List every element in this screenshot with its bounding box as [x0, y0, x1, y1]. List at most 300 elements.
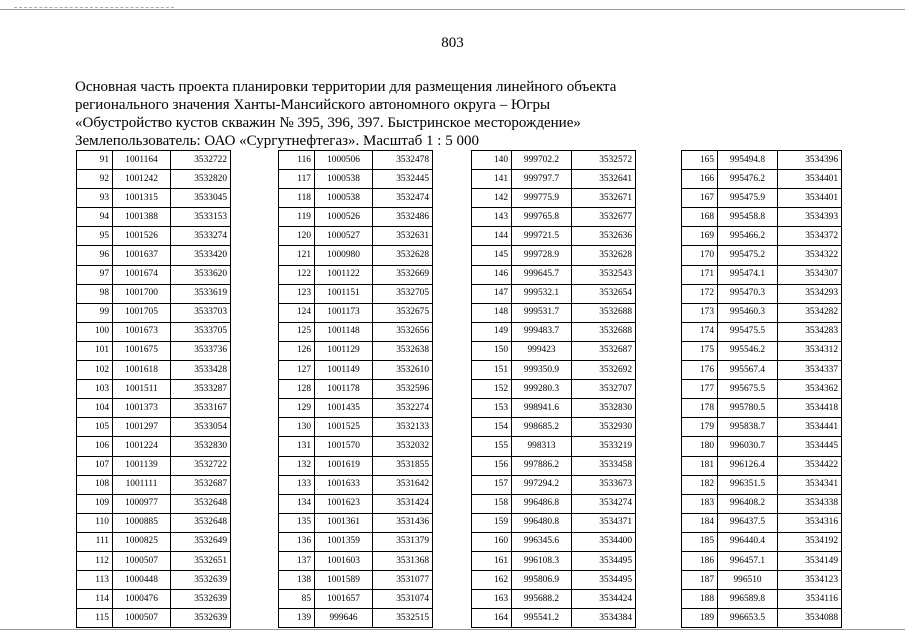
y-coordinate-cell: 3533705: [171, 322, 231, 341]
y-coordinate-cell: 3532830: [572, 399, 636, 418]
x-coordinate-cell: 996408.2: [718, 494, 778, 513]
table-row: [279, 361, 433, 380]
point-number-cell: 95: [77, 227, 113, 246]
y-coordinate-cell: 3534307: [778, 265, 842, 284]
table-row: [279, 265, 433, 284]
point-number-cell: 116: [279, 151, 315, 170]
y-coordinate-cell: 3532474: [373, 189, 433, 208]
table-row: [682, 399, 842, 418]
y-coordinate-cell: 3533619: [171, 284, 231, 303]
point-number-cell: 102: [77, 361, 113, 380]
table-row: [682, 513, 842, 532]
y-coordinate-cell: 3533045: [171, 189, 231, 208]
point-number-cell: 159: [472, 513, 512, 532]
table-row: [472, 609, 636, 628]
x-coordinate-cell: 1000538: [315, 170, 373, 189]
y-coordinate-cell: 3532628: [373, 246, 433, 265]
y-coordinate-cell: 3533054: [171, 418, 231, 437]
y-coordinate-cell: 3534338: [778, 494, 842, 513]
x-coordinate-cell: 995458.8: [718, 208, 778, 227]
point-number-cell: 145: [472, 246, 512, 265]
y-coordinate-cell: 3532669: [373, 265, 433, 284]
y-coordinate-cell: 3532930: [572, 418, 636, 437]
point-number-cell: 184: [682, 513, 718, 532]
point-number-cell: 93: [77, 189, 113, 208]
y-coordinate-cell: 3534316: [778, 513, 842, 532]
y-coordinate-cell: 3532486: [373, 208, 433, 227]
x-coordinate-cell: 999797.7: [512, 170, 572, 189]
y-coordinate-cell: 3532631: [373, 227, 433, 246]
point-number-cell: 120: [279, 227, 315, 246]
x-coordinate-cell: 1001570: [315, 437, 373, 456]
x-coordinate-cell: 1001618: [113, 361, 171, 380]
table-row: [472, 551, 636, 570]
table-row: [77, 265, 231, 284]
table-row: [77, 227, 231, 246]
x-coordinate-cell: 1001373: [113, 399, 171, 418]
x-coordinate-cell: 995470.3: [718, 284, 778, 303]
coordinate-table-3: [471, 150, 636, 628]
table-row: [279, 418, 433, 437]
x-coordinate-cell: 1001359: [315, 532, 373, 551]
point-number-cell: 121: [279, 246, 315, 265]
point-number-cell: 153: [472, 399, 512, 418]
point-number-cell: 96: [77, 246, 113, 265]
y-coordinate-cell: 3532671: [572, 189, 636, 208]
point-number-cell: 146: [472, 265, 512, 284]
y-coordinate-cell: 3532610: [373, 361, 433, 380]
table-row: [682, 571, 842, 590]
table-row: [279, 170, 433, 189]
table-row: [77, 418, 231, 437]
y-coordinate-cell: 3532638: [373, 341, 433, 360]
x-coordinate-cell: 1000507: [113, 551, 171, 570]
y-coordinate-cell: 3532639: [171, 609, 231, 628]
y-coordinate-cell: 3532596: [373, 380, 433, 399]
point-number-cell: 91: [77, 151, 113, 170]
y-coordinate-cell: 3532688: [572, 303, 636, 322]
point-number-cell: 101: [77, 341, 113, 360]
point-number-cell: 134: [279, 494, 315, 513]
x-coordinate-cell: 995475.5: [718, 322, 778, 341]
x-coordinate-cell: 995806.9: [512, 571, 572, 590]
table-row: [77, 571, 231, 590]
y-coordinate-cell: 3532641: [572, 170, 636, 189]
x-coordinate-cell: 1001178: [315, 380, 373, 399]
y-coordinate-cell: 3534123: [778, 571, 842, 590]
point-number-cell: 164: [472, 609, 512, 628]
table-row: [77, 494, 231, 513]
y-coordinate-cell: 3532636: [572, 227, 636, 246]
point-number-cell: 162: [472, 571, 512, 590]
x-coordinate-cell: 995474.1: [718, 265, 778, 284]
table-row: [77, 303, 231, 322]
point-number-cell: 183: [682, 494, 718, 513]
point-number-cell: 125: [279, 322, 315, 341]
table-row: [472, 513, 636, 532]
y-coordinate-cell: 3533458: [572, 456, 636, 475]
point-number-cell: 126: [279, 341, 315, 360]
y-coordinate-cell: 3534312: [778, 341, 842, 360]
x-coordinate-cell: 996351.5: [718, 475, 778, 494]
x-coordinate-cell: 1001315: [113, 189, 171, 208]
x-coordinate-cell: 1000825: [113, 532, 171, 551]
y-coordinate-cell: 3532675: [373, 303, 433, 322]
x-coordinate-cell: 1001637: [113, 246, 171, 265]
point-number-cell: 152: [472, 380, 512, 399]
y-coordinate-cell: 3532572: [572, 151, 636, 170]
x-coordinate-cell: 1001700: [113, 284, 171, 303]
table-row: [77, 532, 231, 551]
top-scan-rule: [0, 0, 905, 10]
table-row: [472, 437, 636, 456]
table-row: [77, 609, 231, 628]
table-row: [472, 322, 636, 341]
table-row: [279, 380, 433, 399]
y-coordinate-cell: 3532705: [373, 284, 433, 303]
table-row: [279, 551, 433, 570]
x-coordinate-cell: 1001673: [113, 322, 171, 341]
y-coordinate-cell: 3534341: [778, 475, 842, 494]
point-number-cell: 151: [472, 361, 512, 380]
y-coordinate-cell: 3532722: [171, 151, 231, 170]
point-number-cell: 99: [77, 303, 113, 322]
table-row: [682, 494, 842, 513]
x-coordinate-cell: 996030.7: [718, 437, 778, 456]
coordinate-table-1: [76, 150, 231, 628]
table-row: [682, 380, 842, 399]
point-number-cell: 157: [472, 475, 512, 494]
y-coordinate-cell: 3534393: [778, 208, 842, 227]
y-coordinate-cell: 3532651: [171, 551, 231, 570]
point-number-cell: 186: [682, 551, 718, 570]
table-row: [472, 590, 636, 609]
x-coordinate-cell: 999532.1: [512, 284, 572, 303]
x-coordinate-cell: 996510: [718, 571, 778, 590]
point-number-cell: 107: [77, 456, 113, 475]
table-row: [279, 475, 433, 494]
table-row: [279, 303, 433, 322]
table-row: [472, 361, 636, 380]
table-row: [279, 208, 433, 227]
y-coordinate-cell: 3534400: [572, 532, 636, 551]
table-row: [472, 208, 636, 227]
table-row: [472, 170, 636, 189]
table-row: [77, 322, 231, 341]
point-number-cell: 113: [77, 571, 113, 590]
x-coordinate-cell: 995838.7: [718, 418, 778, 437]
point-number-cell: 112: [77, 551, 113, 570]
point-number-cell: 188: [682, 590, 718, 609]
x-coordinate-cell: 996108.3: [512, 551, 572, 570]
x-coordinate-cell: 995546.2: [718, 341, 778, 360]
y-coordinate-cell: 3532687: [572, 341, 636, 360]
y-coordinate-cell: 3534116: [778, 590, 842, 609]
y-coordinate-cell: 3532032: [373, 437, 433, 456]
y-coordinate-cell: 3531855: [373, 456, 433, 475]
x-coordinate-cell: 995494.8: [718, 151, 778, 170]
point-number-cell: 133: [279, 475, 315, 494]
point-number-cell: 140: [472, 151, 512, 170]
x-coordinate-cell: 999645.7: [512, 265, 572, 284]
point-number-cell: 142: [472, 189, 512, 208]
point-number-cell: 129: [279, 399, 315, 418]
table-row: [279, 246, 433, 265]
table-row: [682, 246, 842, 265]
point-number-cell: 105: [77, 418, 113, 437]
table-row: [77, 341, 231, 360]
table-row: [279, 151, 433, 170]
table-row: [682, 303, 842, 322]
table-row: [279, 513, 433, 532]
y-coordinate-cell: 3531074: [373, 590, 433, 609]
x-coordinate-cell: 1000980: [315, 246, 373, 265]
y-coordinate-cell: 3532543: [572, 265, 636, 284]
point-number-cell: 147: [472, 284, 512, 303]
x-coordinate-cell: 995476.2: [718, 170, 778, 189]
y-coordinate-cell: 3531368: [373, 551, 433, 570]
table-row: [77, 456, 231, 475]
y-coordinate-cell: 3533428: [171, 361, 231, 380]
x-coordinate-cell: 995460.3: [718, 303, 778, 322]
x-coordinate-cell: 1001173: [315, 303, 373, 322]
point-number-cell: 123: [279, 284, 315, 303]
point-number-cell: 180: [682, 437, 718, 456]
x-coordinate-cell: 999702.2: [512, 151, 572, 170]
y-coordinate-cell: 3533219: [572, 437, 636, 456]
point-number-cell: 119: [279, 208, 315, 227]
point-number-cell: 169: [682, 227, 718, 246]
table-row: [472, 303, 636, 322]
y-coordinate-cell: 3533620: [171, 265, 231, 284]
table-row: [472, 151, 636, 170]
x-coordinate-cell: 1001122: [315, 265, 373, 284]
x-coordinate-cell: 999280.3: [512, 380, 572, 399]
point-number-cell: 135: [279, 513, 315, 532]
table-row: [682, 418, 842, 437]
table-row: [279, 494, 433, 513]
y-coordinate-cell: 3532820: [171, 170, 231, 189]
table-row: [77, 246, 231, 265]
table-row: [682, 551, 842, 570]
table-row: [682, 361, 842, 380]
page-number: 803: [441, 35, 464, 51]
point-number-cell: 167: [682, 189, 718, 208]
table-row: [682, 170, 842, 189]
x-coordinate-cell: 1001151: [315, 284, 373, 303]
x-coordinate-cell: 1001619: [315, 456, 373, 475]
table-row: [472, 265, 636, 284]
table-row: [472, 284, 636, 303]
point-number-cell: 122: [279, 265, 315, 284]
y-coordinate-cell: 3532274: [373, 399, 433, 418]
table-row: [77, 475, 231, 494]
point-number-cell: 130: [279, 418, 315, 437]
x-coordinate-cell: 995466.2: [718, 227, 778, 246]
x-coordinate-cell: 1001148: [315, 322, 373, 341]
table-row: [77, 189, 231, 208]
point-number-cell: 149: [472, 322, 512, 341]
x-coordinate-cell: 1001589: [315, 571, 373, 590]
point-number-cell: 103: [77, 380, 113, 399]
point-number-cell: 165: [682, 151, 718, 170]
y-coordinate-cell: 3534372: [778, 227, 842, 246]
x-coordinate-cell: 1001633: [315, 475, 373, 494]
y-coordinate-cell: 3532628: [572, 246, 636, 265]
point-number-cell: 174: [682, 322, 718, 341]
y-coordinate-cell: 3534445: [778, 437, 842, 456]
x-coordinate-cell: 999765.8: [512, 208, 572, 227]
x-coordinate-cell: 998941.6: [512, 399, 572, 418]
point-number-cell: 173: [682, 303, 718, 322]
table-row: [472, 532, 636, 551]
point-number-cell: 168: [682, 208, 718, 227]
x-coordinate-cell: 999728.9: [512, 246, 572, 265]
y-coordinate-cell: 3534424: [572, 590, 636, 609]
table-row: [77, 551, 231, 570]
x-coordinate-cell: 999775.9: [512, 189, 572, 208]
x-coordinate-cell: 1000506: [315, 151, 373, 170]
x-coordinate-cell: 996437.5: [718, 513, 778, 532]
point-number-cell: 136: [279, 532, 315, 551]
point-number-cell: 185: [682, 532, 718, 551]
x-coordinate-cell: 1001361: [315, 513, 373, 532]
table-row: [682, 437, 842, 456]
point-number-cell: 114: [77, 590, 113, 609]
table-row: [279, 456, 433, 475]
y-coordinate-cell: 3532133: [373, 418, 433, 437]
y-coordinate-cell: 3531424: [373, 494, 433, 513]
table-row: [279, 437, 433, 456]
x-coordinate-cell: 995675.5: [718, 380, 778, 399]
table-row: [77, 170, 231, 189]
y-coordinate-cell: 3533703: [171, 303, 231, 322]
x-coordinate-cell: 995475.9: [718, 189, 778, 208]
x-coordinate-cell: 996653.5: [718, 609, 778, 628]
point-number-cell: 137: [279, 551, 315, 570]
y-coordinate-cell: 3531436: [373, 513, 433, 532]
point-number-cell: 144: [472, 227, 512, 246]
point-number-cell: 117: [279, 170, 315, 189]
table-row: [279, 609, 433, 628]
point-number-cell: 111: [77, 532, 113, 551]
table-row: [472, 341, 636, 360]
table-row: [682, 475, 842, 494]
y-coordinate-cell: 3532639: [171, 571, 231, 590]
x-coordinate-cell: 995780.5: [718, 399, 778, 418]
y-coordinate-cell: 3532830: [171, 437, 231, 456]
point-number-cell: 143: [472, 208, 512, 227]
y-coordinate-cell: 3533167: [171, 399, 231, 418]
x-coordinate-cell: 1001623: [315, 494, 373, 513]
y-coordinate-cell: 3532649: [171, 532, 231, 551]
y-coordinate-cell: 3534422: [778, 456, 842, 475]
x-coordinate-cell: 1001139: [113, 456, 171, 475]
y-coordinate-cell: 3534337: [778, 361, 842, 380]
y-coordinate-cell: 3531379: [373, 532, 433, 551]
y-coordinate-cell: 3532656: [373, 322, 433, 341]
x-coordinate-cell: 1001674: [113, 265, 171, 284]
point-number-cell: 150: [472, 341, 512, 360]
x-coordinate-cell: 1001525: [315, 418, 373, 437]
x-coordinate-cell: 1001297: [113, 418, 171, 437]
point-number-cell: 176: [682, 361, 718, 380]
table-row: [682, 590, 842, 609]
y-coordinate-cell: 3534088: [778, 609, 842, 628]
x-coordinate-cell: 999350.9: [512, 361, 572, 380]
x-coordinate-cell: 1000507: [113, 609, 171, 628]
table-row: [472, 475, 636, 494]
x-coordinate-cell: 1001526: [113, 227, 171, 246]
table-row: [682, 208, 842, 227]
x-coordinate-cell: 999483.7: [512, 322, 572, 341]
table-row: [472, 494, 636, 513]
y-coordinate-cell: 3534495: [572, 551, 636, 570]
table-row: [279, 532, 433, 551]
point-number-cell: 115: [77, 609, 113, 628]
point-number-cell: 109: [77, 494, 113, 513]
point-number-cell: 187: [682, 571, 718, 590]
x-coordinate-cell: 998685.2: [512, 418, 572, 437]
table-row: [77, 208, 231, 227]
y-coordinate-cell: 3532648: [171, 494, 231, 513]
x-coordinate-cell: 996440.4: [718, 532, 778, 551]
table-row: [682, 151, 842, 170]
y-coordinate-cell: 3534401: [778, 189, 842, 208]
x-coordinate-cell: 1000527: [315, 227, 373, 246]
point-number-cell: 128: [279, 380, 315, 399]
table-row: [682, 189, 842, 208]
y-coordinate-cell: 3534282: [778, 303, 842, 322]
y-coordinate-cell: 3532722: [171, 456, 231, 475]
point-number-cell: 139: [279, 609, 315, 628]
y-coordinate-cell: 3531642: [373, 475, 433, 494]
table-row: [279, 227, 433, 246]
y-coordinate-cell: 3534396: [778, 151, 842, 170]
point-number-cell: 158: [472, 494, 512, 513]
y-coordinate-cell: 3532688: [572, 322, 636, 341]
table-row: [682, 284, 842, 303]
point-number-cell: 155: [472, 437, 512, 456]
point-number-cell: 178: [682, 399, 718, 418]
x-coordinate-cell: 1001675: [113, 341, 171, 360]
coordinate-table-4: [681, 150, 842, 628]
x-coordinate-cell: 996589.8: [718, 590, 778, 609]
point-number-cell: 127: [279, 361, 315, 380]
point-number-cell: 156: [472, 456, 512, 475]
point-number-cell: 85: [279, 590, 315, 609]
x-coordinate-cell: 1001603: [315, 551, 373, 570]
y-coordinate-cell: 3533287: [171, 380, 231, 399]
table-row: [682, 532, 842, 551]
y-coordinate-cell: 3532687: [171, 475, 231, 494]
x-coordinate-cell: 999531.7: [512, 303, 572, 322]
x-coordinate-cell: 1001242: [113, 170, 171, 189]
y-coordinate-cell: 3534371: [572, 513, 636, 532]
y-coordinate-cell: 3534384: [572, 609, 636, 628]
point-number-cell: 106: [77, 437, 113, 456]
point-number-cell: 171: [682, 265, 718, 284]
y-coordinate-cell: 3534322: [778, 246, 842, 265]
point-number-cell: 163: [472, 590, 512, 609]
table-row: [472, 399, 636, 418]
x-coordinate-cell: 1001657: [315, 590, 373, 609]
point-number-cell: 108: [77, 475, 113, 494]
x-coordinate-cell: 997294.2: [512, 475, 572, 494]
x-coordinate-cell: 1001705: [113, 303, 171, 322]
y-coordinate-cell: 3532515: [373, 609, 433, 628]
point-number-cell: 175: [682, 341, 718, 360]
